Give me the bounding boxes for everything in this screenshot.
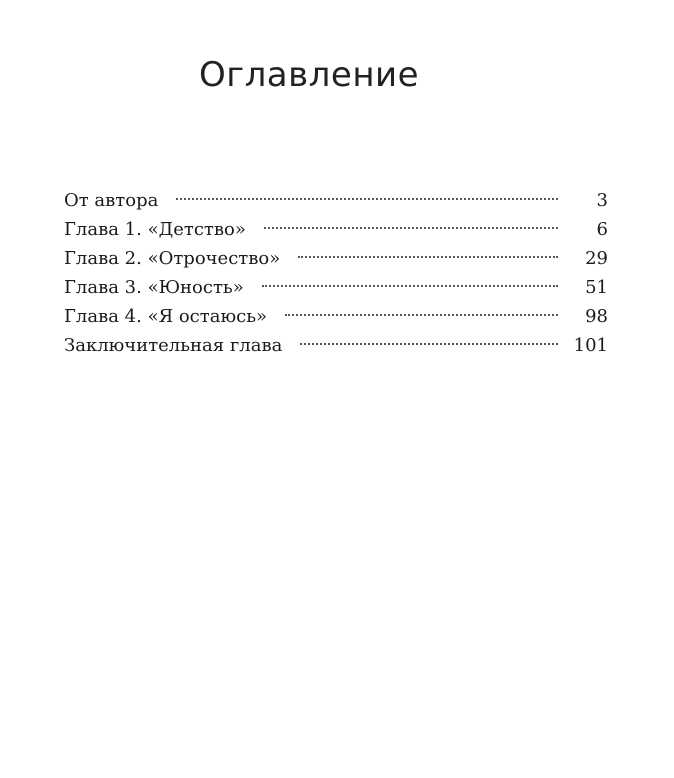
toc-entry-title: Заключительная глава bbox=[64, 335, 283, 356]
toc-entry-page-number: 98 bbox=[585, 306, 608, 327]
toc-entry-page-number: 29 bbox=[585, 248, 608, 269]
dot-leader bbox=[264, 227, 558, 229]
dot-leader bbox=[298, 256, 558, 258]
toc-entry-title: Глава 4. «Я остаюсь» bbox=[64, 306, 268, 327]
toc-entry-page-number: 6 bbox=[596, 219, 608, 240]
toc-entry bbox=[64, 186, 608, 215]
page-title: Оглавление bbox=[198, 55, 420, 95]
toc-entry-title: От автора bbox=[64, 190, 159, 211]
toc-entry-title: Глава 1. «Детство» bbox=[64, 219, 246, 240]
toc-entry-title: Глава 3. «Юность» bbox=[64, 277, 244, 298]
toc-entry bbox=[64, 331, 608, 360]
toc-entry bbox=[64, 215, 608, 244]
toc-entry bbox=[64, 302, 608, 331]
toc-entry-title: Глава 2. «Отрочество» bbox=[64, 248, 281, 269]
dot-leader bbox=[300, 343, 557, 345]
toc-entry bbox=[64, 273, 608, 302]
dot-leader bbox=[285, 314, 558, 316]
toc-entry bbox=[64, 244, 608, 273]
dot-leader bbox=[262, 285, 558, 287]
dot-leader bbox=[176, 198, 558, 200]
toc-entry-page-number: 3 bbox=[596, 190, 608, 211]
table-of-contents bbox=[64, 186, 608, 360]
toc-entry-page-number: 101 bbox=[573, 335, 608, 356]
toc-entry-page-number: 51 bbox=[585, 277, 608, 298]
